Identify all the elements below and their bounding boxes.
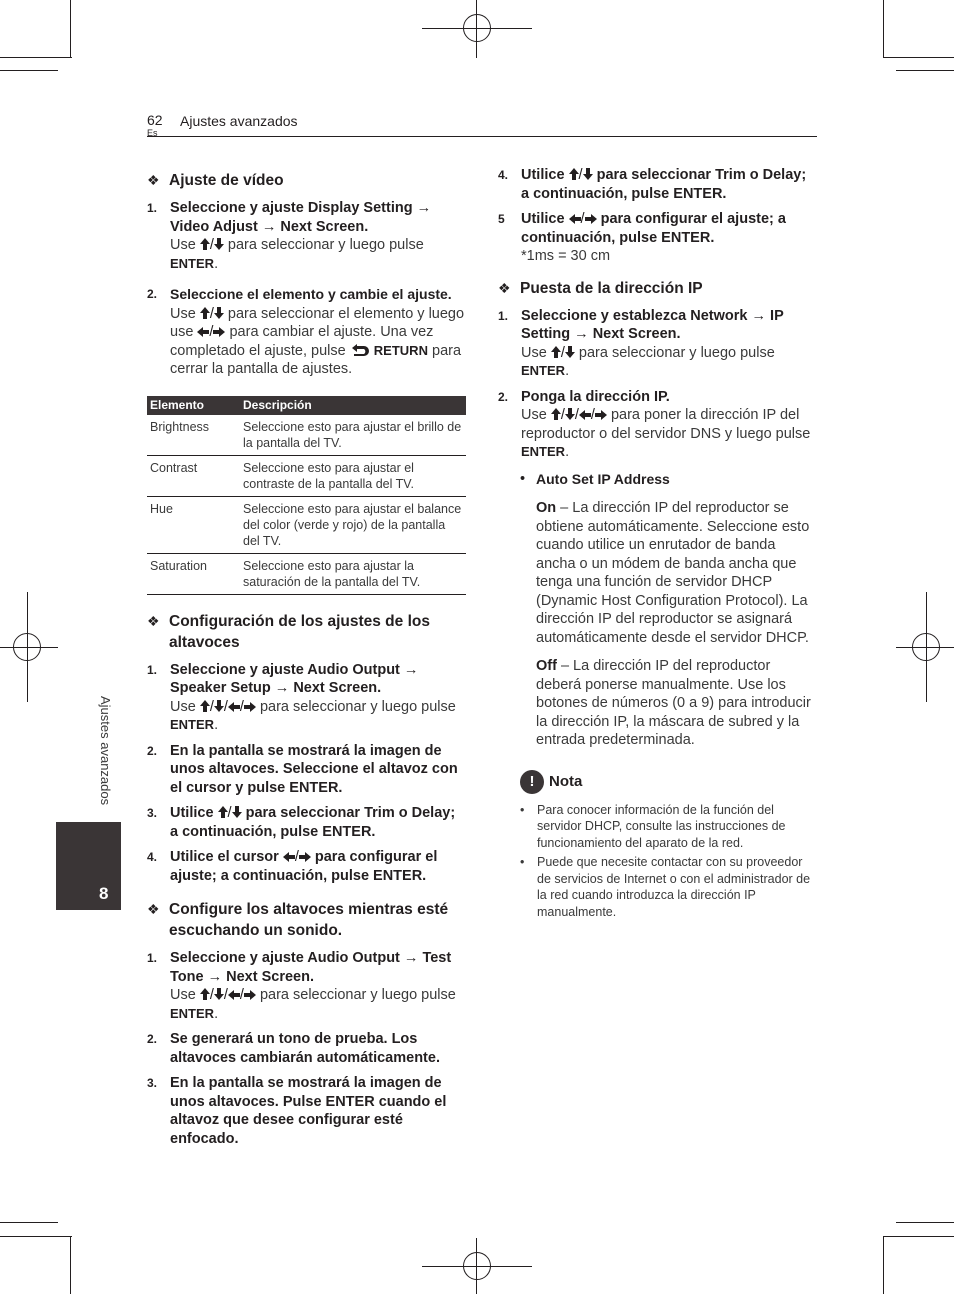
right-arrow-icon: → bbox=[261, 218, 277, 235]
bullet-icon: • bbox=[520, 470, 526, 487]
step: 2. Seleccione el elemento y cambie el ajuste. Use / para seleccionar el elemento y luego use / para cambiar el ajuste. Una vez completado el ajuste, pulse RETURN para cerrar la pantalla de ajustes. bbox=[147, 286, 465, 377]
left-arrow-icon bbox=[569, 214, 581, 224]
table-cell: Hue bbox=[147, 496, 240, 553]
down-arrow-icon bbox=[232, 806, 242, 818]
settings-table bbox=[147, 396, 466, 595]
left-arrow-icon bbox=[579, 410, 591, 420]
step: 1. Seleccione y ajuste Display Setting → Video Adjust → Next Screen. Use / para seleccionar y luego pulse ENTER. bbox=[147, 200, 432, 272]
down-arrow-icon bbox=[214, 988, 224, 1000]
section-heading: ❖ Configure los altavoces mientras esté escuchando un sonido. bbox=[147, 901, 449, 939]
step: 2. Ponga la dirección IP. Use / / / para poner la dirección IP del reproductor o del servidor DNS y luego pulse ENTER. bbox=[498, 388, 811, 460]
step: 4. Utilice / para seleccionar Trim o Delay; a continuación, pulse ENTER. bbox=[498, 167, 807, 202]
step: 1. Seleccione y establezca Network → IP Setting → Next Screen. Use / para seleccionar y luego pulse ENTER. bbox=[498, 307, 784, 379]
table-cell: Contrast bbox=[147, 455, 240, 496]
step: 1. Seleccione y ajuste Audio Output → Speaker Setup → Next Screen. Use / / / para seleccionar y luego pulse ENTER. bbox=[147, 661, 456, 733]
table-cell: Brightness bbox=[147, 415, 240, 456]
up-arrow-icon bbox=[551, 408, 561, 420]
down-arrow-icon bbox=[214, 238, 224, 250]
table-cell: Seleccione esto para ajustar el contraste de la pantalla del TV. bbox=[240, 455, 466, 496]
up-arrow-icon bbox=[200, 700, 210, 712]
up-arrow-icon bbox=[569, 168, 579, 180]
section-heading: ❖ Puesta de la dirección IP bbox=[498, 279, 703, 297]
section-title: Ajustes avanzados bbox=[180, 113, 298, 129]
left-arrow-icon bbox=[228, 990, 240, 1000]
bullet-icon: • bbox=[520, 802, 525, 817]
diamond-bullet-icon: ❖ bbox=[147, 612, 160, 629]
table-cell: Seleccione esto para ajustar el balance del color (verde y rojo) de la pantalla del TV. bbox=[240, 496, 466, 553]
section-heading: ❖ Ajuste de vídeo bbox=[147, 172, 284, 189]
section-heading: ❖ Configuración de los ajustes de los altavoces bbox=[147, 612, 430, 651]
left-column bbox=[147, 170, 467, 1155]
step: 3. Utilice / para seleccionar Trim o Delay; a continuación, pulse ENTER. bbox=[147, 805, 456, 840]
table-row bbox=[147, 553, 466, 594]
right-arrow-icon: → bbox=[416, 200, 432, 216]
down-arrow-icon bbox=[565, 408, 575, 420]
diamond-bullet-icon: ❖ bbox=[498, 279, 511, 296]
language-code: Es bbox=[147, 128, 158, 138]
bullet-item: • Auto Set IP Address bbox=[520, 470, 670, 487]
up-arrow-icon bbox=[218, 806, 228, 818]
table-header-row bbox=[147, 396, 466, 415]
step: 1. Seleccione y ajuste Audio Output → Test Tone → Next Screen. Use / / / para seleccionar y luego pulse ENTER. bbox=[147, 950, 456, 1022]
table-row bbox=[147, 415, 466, 456]
step: 3. En la pantalla se mostrará la imagen de unos altavoces. Pulse ENTER cuando el altavoz que desee configurar esté enfocado. bbox=[147, 1075, 447, 1147]
page-header bbox=[147, 112, 817, 137]
up-arrow-icon bbox=[200, 307, 210, 319]
step: 2. En la pantalla se mostrará la imagen de unos altavoces. Seleccione el altavoz con el cursor y pulse ENTER. bbox=[147, 742, 458, 796]
note-heading: ! Nota bbox=[520, 770, 818, 794]
chapter-tab bbox=[56, 822, 121, 910]
down-arrow-icon bbox=[565, 346, 575, 358]
side-chapter-label: Ajustes avanzados bbox=[98, 696, 113, 806]
right-arrow-icon bbox=[244, 702, 256, 712]
page-number: 62 bbox=[147, 112, 163, 128]
step: 2. Se generará un tono de prueba. Los altavoces cambiarán automáticamente. bbox=[147, 1031, 440, 1066]
right-arrow-icon: → bbox=[403, 661, 419, 678]
right-arrow-icon: → bbox=[403, 950, 419, 966]
option-description: On – La dirección IP del reproductor se obtiene automáticamente. Seleccione esto cuando utilice un enrutador de banda ancha o un módem de banda ancha que tenga una función de servidor DHCP (Dynamic Host Configuration Protocol). La dirección IP del reproductor se asignará automáticamente desde el servidor DHCP. bbox=[536, 500, 810, 646]
table-row bbox=[147, 496, 466, 553]
table-cell: Saturation bbox=[147, 553, 240, 594]
down-arrow-icon bbox=[214, 307, 224, 319]
step: 5 Utilice / para configurar el ajuste; a continuación, pulse ENTER. *1ms = 30 cm bbox=[498, 211, 786, 264]
right-arrow-icon: → bbox=[751, 307, 767, 324]
right-arrow-icon: → bbox=[207, 968, 223, 985]
table-row bbox=[147, 455, 466, 496]
note-item: • Puede que necesite contactar con su proveedor de servicios de Internet o con el administrador de la red cuando introduzca la dirección IP manualmente. bbox=[520, 855, 811, 919]
left-arrow-icon bbox=[228, 702, 240, 712]
right-arrow-icon bbox=[595, 410, 607, 420]
table-cell: Seleccione esto para ajustar la saturación de la pantalla del TV. bbox=[240, 553, 466, 594]
exclamation-icon: ! bbox=[520, 770, 544, 794]
left-arrow-icon bbox=[283, 852, 295, 862]
right-arrow-icon: → bbox=[574, 326, 589, 342]
right-arrow-icon bbox=[299, 852, 311, 862]
table-cell: Seleccione esto para ajustar el brillo de la pantalla del TV. bbox=[240, 415, 466, 456]
down-arrow-icon bbox=[214, 700, 224, 712]
bullet-icon: • bbox=[520, 855, 525, 869]
down-arrow-icon bbox=[583, 168, 593, 180]
right-arrow-icon bbox=[244, 990, 256, 1000]
column-header: Elemento bbox=[147, 396, 240, 415]
chapter-number: 8 bbox=[99, 884, 109, 903]
up-arrow-icon bbox=[551, 346, 561, 358]
right-column bbox=[498, 166, 818, 923]
diamond-bullet-icon: ❖ bbox=[147, 172, 160, 188]
right-arrow-icon: → bbox=[274, 680, 290, 696]
diamond-bullet-icon: ❖ bbox=[147, 901, 160, 917]
right-arrow-icon bbox=[585, 214, 597, 224]
step: 4. Utilice el cursor / para configurar el ajuste; a continuación, pulse ENTER. bbox=[147, 849, 438, 884]
left-arrow-icon bbox=[197, 327, 209, 337]
note-item: • Para conocer información de la función del servidor DHCP, consulte las instrucciones de funcionamiento del aparato de la red. bbox=[520, 802, 786, 850]
option-description: Off – La dirección IP del reproductor deberá ponerse manualmente. Use los botones de números (0 a 9) para introducir la dirección IP, la máscara de subred y la entrada predeterminada. bbox=[536, 658, 811, 748]
column-header: Descripción bbox=[240, 396, 466, 415]
right-arrow-icon bbox=[213, 327, 225, 337]
up-arrow-icon bbox=[200, 988, 210, 1000]
up-arrow-icon bbox=[200, 238, 210, 250]
return-icon bbox=[350, 344, 370, 356]
